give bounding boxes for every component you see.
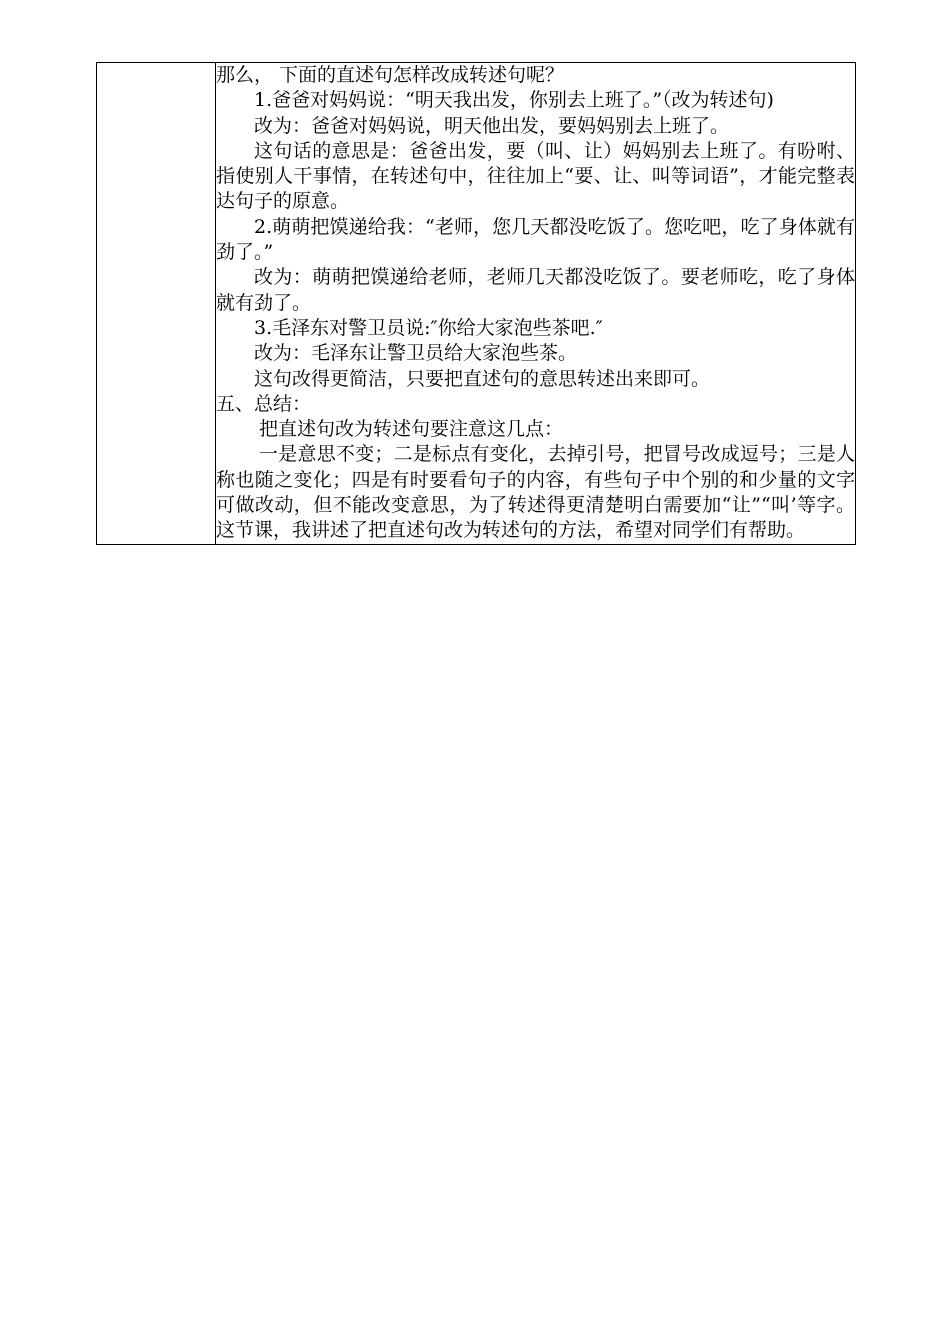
example-1-explanation: 这句话的意思是：爸爸出发，要（叫、让）妈妈别去上班了。有吩咐、指使别人干事情，在转述句中，往往加上“要、让、叫等词语”，才能完整表达句子的原意。 [216, 139, 855, 213]
example-1-answer: 改为：爸爸对妈妈说，明天他出发，要妈妈别去上班了。 [254, 114, 730, 137]
example-3-explanation: 这句改得更简洁，只要把直述句的意思转述出来即可。 [254, 367, 711, 390]
example-2-answer: 改为：萌萌把馍递给老师，老师几天都没吃饭了。要老师吃，吃了身体就有劲了。 [216, 266, 855, 314]
table-row [97, 63, 856, 545]
empty-left-cell [97, 63, 216, 545]
intro-paragraph: 那么， 下面的直述句怎样改成转述句呢？ [216, 64, 565, 86]
example-3-question: 3.毛泽东对警卫员说:″你给大家泡些茶吧.″ [254, 316, 603, 339]
example-3-answer: 改为：毛泽东让警卫员给大家泡些茶。 [254, 342, 578, 365]
lesson-table [96, 62, 856, 545]
summary-points: 一是意思不变；二是标点有变化，去掉引号，把冒号改成逗号；三是人称也随之变化；四是有时要看句子的内容，有些句子中个别的和少量的文字可做改动，但不能改变意思，为了转述得更清楚明白需要加“让”“叫’等字。这节课，我讲述了把直述句改为转述句的方法，希望对同学们有帮助。 [216, 443, 855, 542]
content-cell [216, 63, 856, 545]
example-2-question: 2.萌萌把馍递给我：“老师，您几天都没吃饭了。您吃吧，吃了身体就有劲了。” [216, 215, 855, 264]
example-1-question: 1.爸爸对妈妈说：“明天我出发，你别去上班了。”（改为转述句) [254, 89, 774, 112]
summary-intro: 把直述句改为转述句要注意这几点： [259, 418, 564, 441]
summary-heading: 五、总结： [216, 392, 312, 415]
